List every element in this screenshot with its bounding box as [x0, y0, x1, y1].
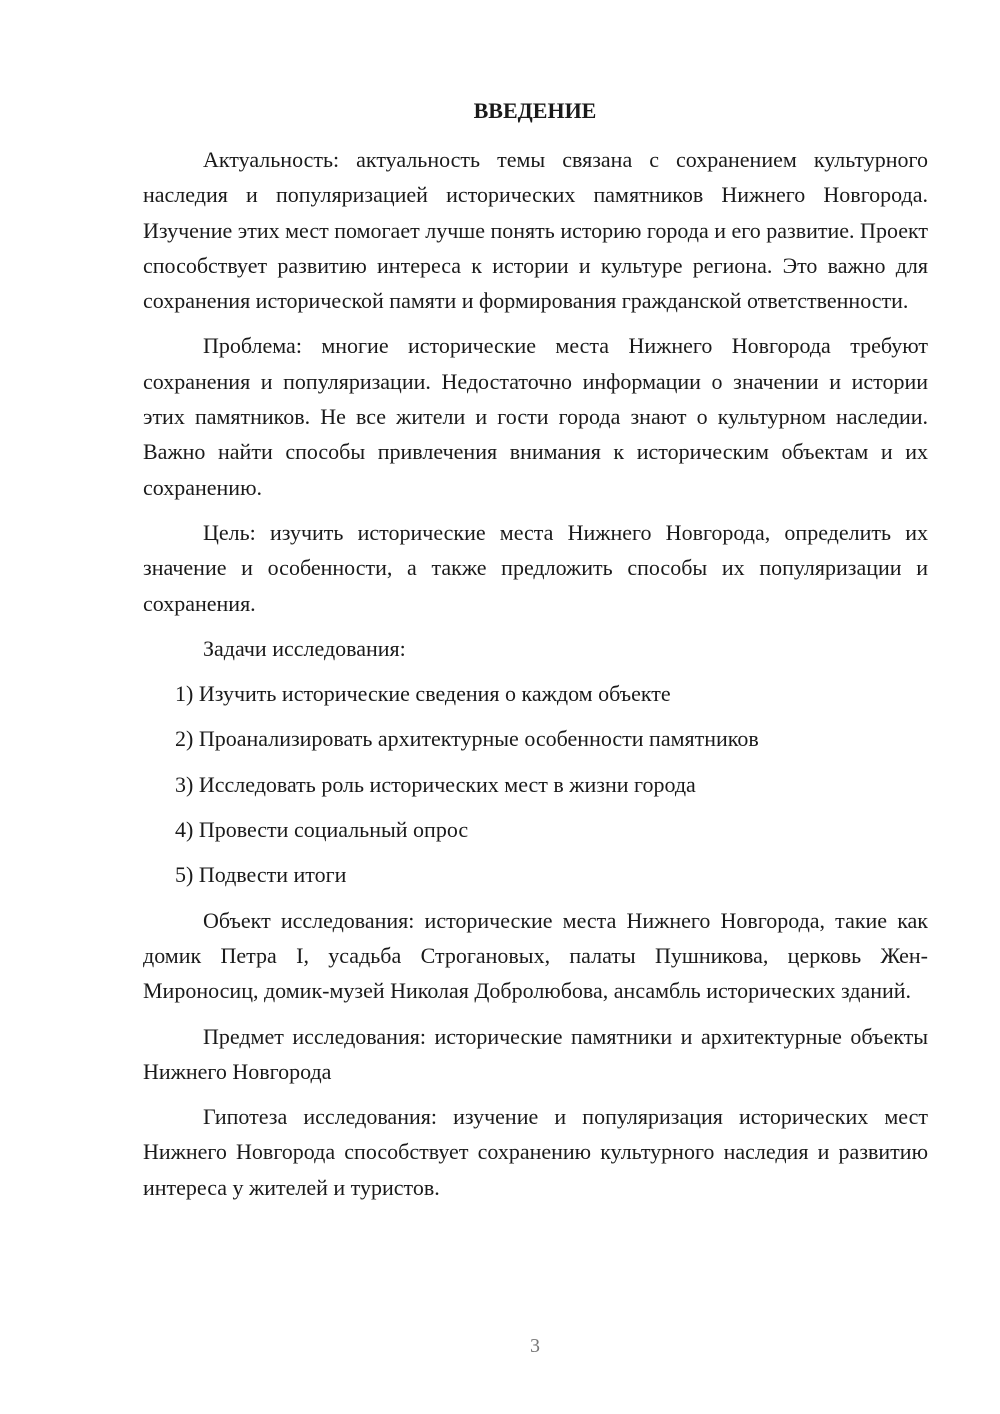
list-item: 5) Подвести итоги: [175, 862, 347, 888]
page-number: 3: [530, 1335, 540, 1357]
paragraph-relevance: Актуальность: актуальность темы связана с сохранением культурного наследия и популяризацией исторических памятников Нижнего Новгорода. Изучение этих мест помогает лучше понять историю города и его развитие. Проект способствует развитию интереса к истории и культуре региона. Это важно для сохранения исторической памяти и формирования гражданской ответственности.: [143, 147, 928, 314]
list-item: 1) Изучить исторические сведения о каждом объекте: [175, 681, 671, 707]
list-item: 3) Исследовать роль исторических мест в жизни города: [175, 771, 696, 797]
paragraph-subject: Предмет исследования: исторические памятники и архитектурные объекты Нижнего Новгорода: [143, 1023, 928, 1084]
page-title: ВВЕДЕНИЕ: [473, 98, 597, 123]
paragraph-hypothesis: Гипотеза исследования: изучение и популяризация исторических мест Нижнего Новгорода способствует сохранению культурного наследия и развитию интереса у жителей и туристов.: [143, 1104, 928, 1200]
list-item: 2) Проанализировать архитектурные особенности памятников: [175, 726, 759, 752]
paragraph-goal: Цель: изучить исторические места Нижнего Новгорода, определить их значение и особенности, а также предложить способы их популяризации и сохранения.: [143, 519, 928, 616]
tasks-list: [143, 676, 928, 892]
list-item: 4) Провести социальный опрос: [175, 817, 469, 843]
paragraph-problem: Проблема: многие исторические места Нижнего Новгорода требуют сохранения и популяризации. Недостаточно информации о значении и истории этих памятников. Не все жители и гости города знают о культурном наследии. Важно найти способы привлечения внимания к историческим объектам и их сохранению.: [143, 333, 928, 500]
document-body: [143, 142, 928, 1215]
paragraph-tasks-heading: Задачи исследования:: [203, 635, 406, 661]
paragraph-object: Объект исследования: исторические места Нижнего Новгорода, такие как домик Петра I, усадьба Строгановых, палаты Пушникова, церковь Жен-Мироносиц, домик-музей Николая Добролюбова, ансамбль исторических зданий.: [143, 907, 928, 1004]
